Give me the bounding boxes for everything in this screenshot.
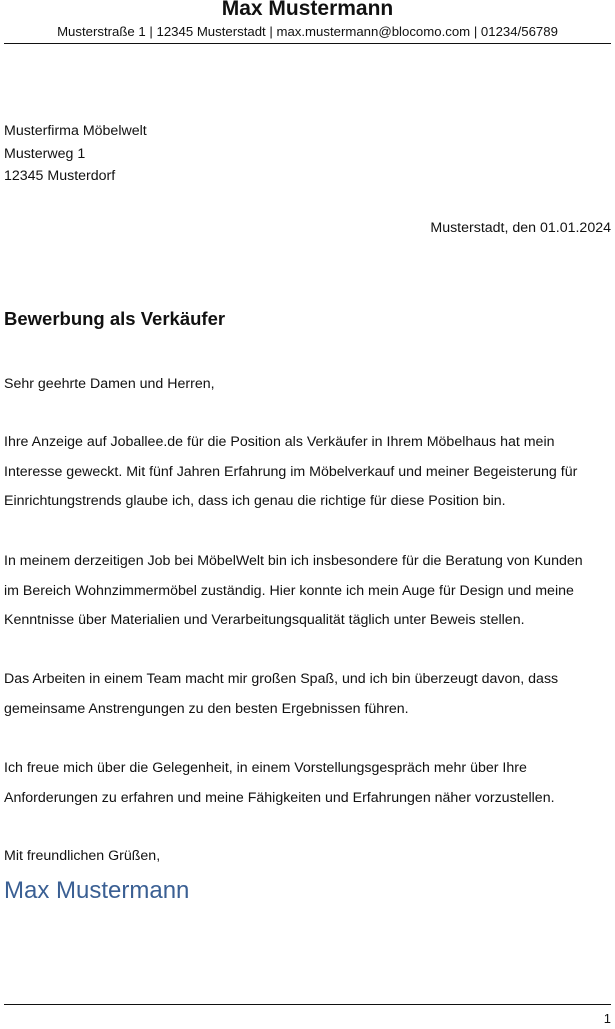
recipient-city: 12345 Musterdorf [4, 168, 116, 184]
sender-contact-line: Musterstraße 1 | 12345 Musterstadt | max.mustermann@blocomo.com | 01234/56789 [57, 24, 558, 39]
paragraph-line: Das Arbeiten in einem Team macht mir großen Spaß, und ich bin überzeugt davon, dass [4, 671, 559, 687]
body-paragraph-2 [4, 547, 611, 636]
recipient-address [4, 120, 147, 188]
signature: Max Mustermann [4, 877, 190, 904]
paragraph-line: gemeinsame Anstrengungen zu den besten Ergebnissen führen. [4, 700, 409, 717]
body-paragraph-1 [4, 428, 611, 517]
letter-subject: Bewerbung als Verkäufer [4, 308, 226, 329]
paragraph-line: Interesse geweckt. Mit fünf Jahren Erfahrung im Möbelverkauf und meiner Begeisterung für [4, 463, 578, 480]
recipient-company: Musterfirma Möbelwelt [4, 123, 147, 139]
page-number: 1 [603, 1011, 611, 1026]
paragraph-line: Kenntnisse über Materialien und Verarbeitungsqualität täglich unter Beweis stellen. [4, 612, 525, 629]
header-divider [4, 43, 611, 44]
place-and-date: Musterstadt, den 01.01.2024 [430, 220, 611, 236]
body-paragraph-4 [4, 754, 611, 813]
recipient-street: Musterweg 1 [4, 145, 86, 162]
paragraph-line: Ihre Anzeige auf Joballee.de für die Position als Verkäufer in Ihrem Möbelhaus hat mein [4, 434, 555, 450]
paragraph-line: Ich freue mich über die Gelegenheit, in einem Vorstellungsgespräch mehr über Ihre [4, 760, 527, 776]
paragraph-line: im Bereich Wohnzimmermöbel zuständig. Hier konnte ich mein Auge für Design und meine [4, 582, 574, 599]
sender-name-heading: Max Mustermann [221, 0, 394, 20]
paragraph-line: Anforderungen zu erfahren und meine Fähigkeiten und Erfahrungen näher vorzustellen. [4, 789, 555, 806]
paragraph-line: Einrichtungstrends glaube ich, dass ich genau die richtige für diese Position bin. [4, 493, 506, 510]
closing-phrase: Mit freundlichen Grüßen, [4, 848, 161, 864]
salutation: Sehr geehrte Damen und Herren, [4, 376, 215, 392]
paragraph-line: In meinem derzeitigen Job bei MöbelWelt bin ich insbesondere für die Beratung von Kunden [4, 553, 583, 569]
footer-divider [4, 1004, 611, 1005]
body-paragraph-3 [4, 665, 611, 724]
